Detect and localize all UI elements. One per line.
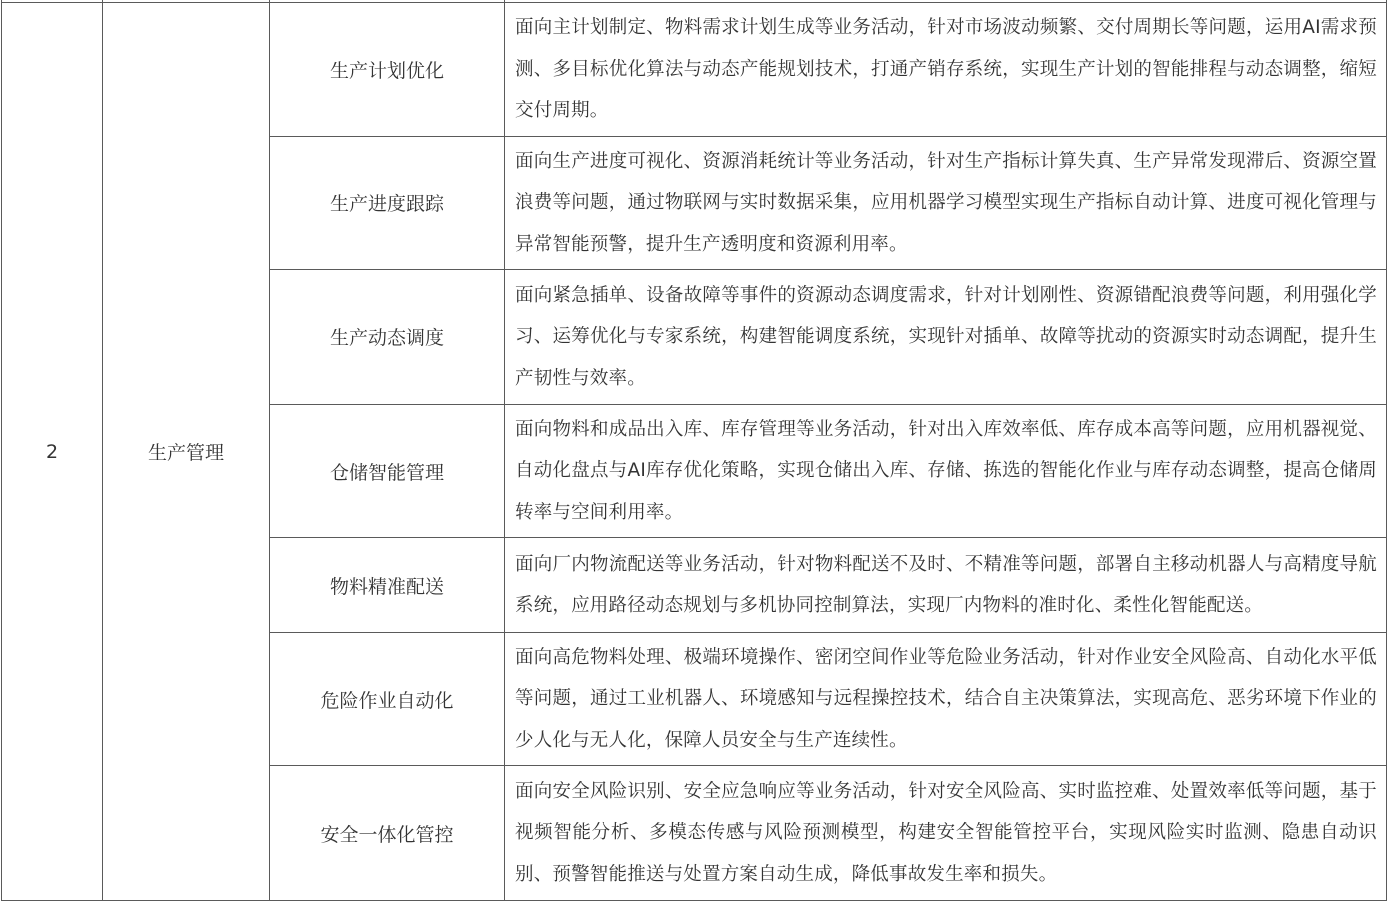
- scenario-name-cell: 危险作业自动化: [270, 632, 505, 766]
- scenario-name-cell: 生产动态调度: [270, 270, 505, 405]
- scenario-description-cell: 面向安全风险识别、安全应急响应等业务活动，针对安全风险高、实时监控难、处置效率低等问题，基于视频智能分析、多模态传感与风险预测模型，构建安全智能管控平台，实现风险实时监测、隐患自动识别、预警智能推送与处置方案自动生成，降低事故发生率和损失。: [505, 766, 1387, 901]
- scenario-table: [1, 0, 1387, 901]
- scenario-name-cell: 物料精准配送: [270, 538, 505, 632]
- scenario-description-cell: 面向紧急插单、设备故障等事件的资源动态调度需求，针对计划刚性、资源错配浪费等问题，利用强化学习、运筹优化与专家系统，构建智能调度系统，实现针对插单、故障等扰动的资源实时动态调配，提升生产韧性与效率。: [505, 270, 1387, 405]
- category-cell: 生产管理: [103, 3, 270, 901]
- scenario-name-cell: 生产进度跟踪: [270, 136, 505, 270]
- scenario-description-cell: 面向物料和成品出入库、库存管理等业务活动，针对出入库效率低、库存成本高等问题，应用机器视觉、自动化盘点与AI库存优化策略，实现仓储出入库、存储、拣选的智能化作业与库存动态调整，提高仓储周转率与空间利用率。: [505, 404, 1387, 538]
- scenario-description-cell: 面向高危物料处理、极端环境操作、密闭空间作业等危险业务活动，针对作业安全风险高、自动化水平低等问题，通过工业机器人、环境感知与远程操控技术，结合自主决策算法，实现高危、恶劣环境下作业的少人化与无人化，保障人员安全与生产连续性。: [505, 632, 1387, 766]
- scenario-name-cell: 生产计划优化: [270, 3, 505, 137]
- table-row: [2, 3, 1387, 137]
- row-number-cell: 2: [2, 3, 103, 901]
- scenario-description-cell: 面向厂内物流配送等业务活动，针对物料配送不及时、不精准等问题，部署自主移动机器人与高精度导航系统，应用路径动态规划与多机协同控制算法，实现厂内物料的准时化、柔性化智能配送。: [505, 538, 1387, 632]
- scenario-description-cell: 面向生产进度可视化、资源消耗统计等业务活动，针对生产指标计算失真、生产异常发现滞后、资源空置浪费等问题，通过物联网与实时数据采集，应用机器学习模型实现生产指标自动计算、进度可视化管理与异常智能预警，提升生产透明度和资源利用率。: [505, 136, 1387, 270]
- scenario-name-cell: 仓储智能管理: [270, 404, 505, 538]
- scenario-name-cell: 安全一体化管控: [270, 766, 505, 901]
- scenario-description-cell: 面向主计划制定、物料需求计划生成等业务活动，针对市场波动频繁、交付周期长等问题，运用AI需求预测、多目标优化算法与动态产能规划技术，打通产销存系统，实现生产计划的智能排程与动态调整，缩短交付周期。: [505, 3, 1387, 137]
